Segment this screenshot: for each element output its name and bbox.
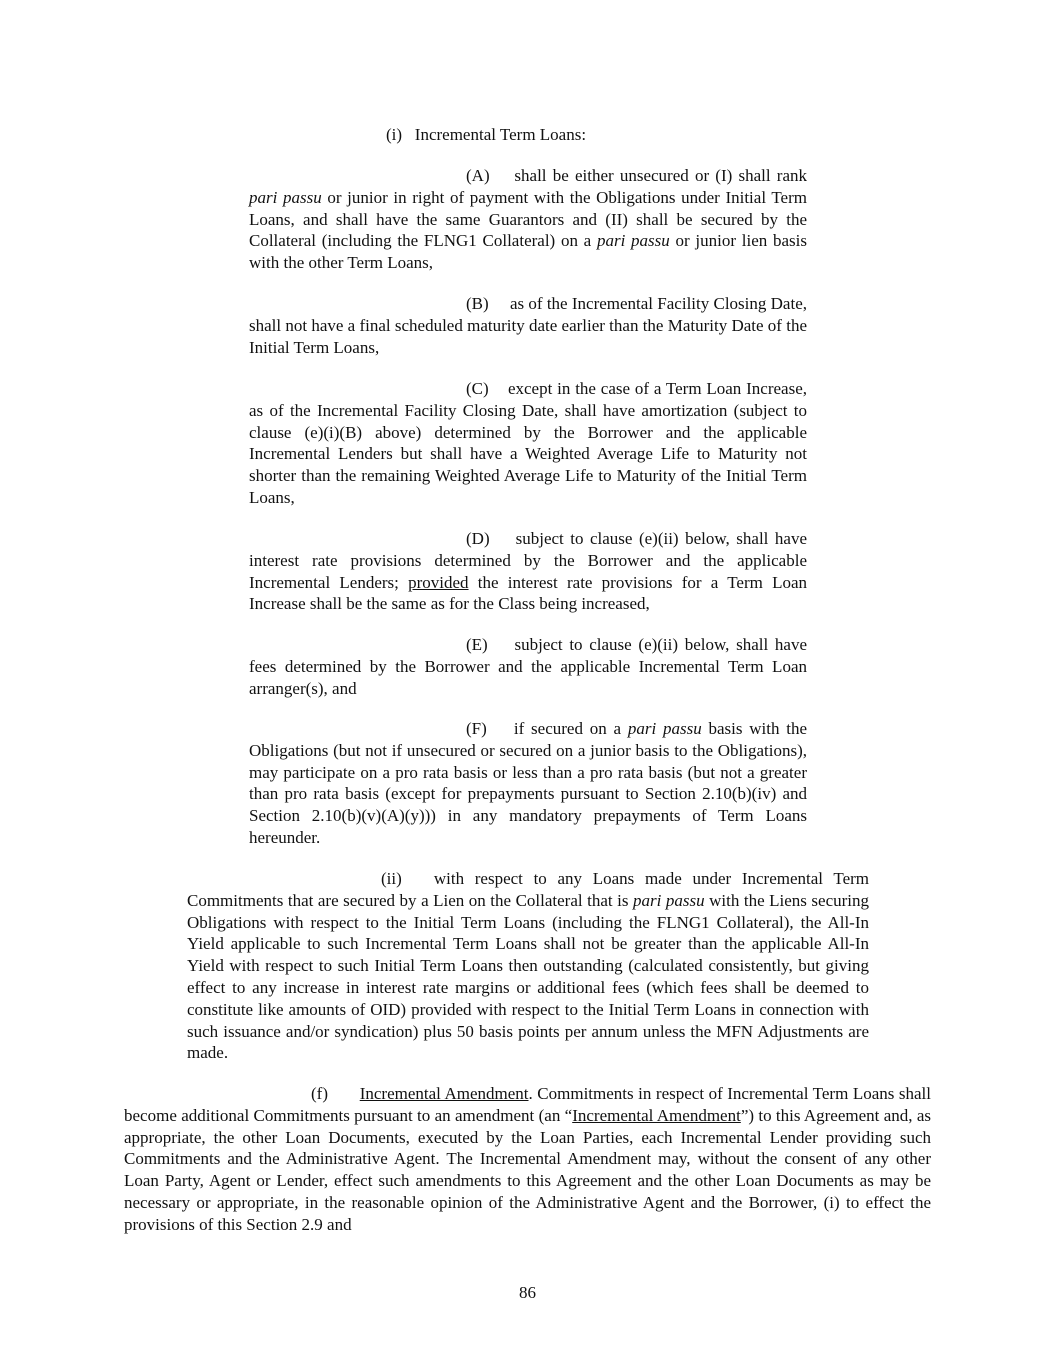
clause-a-paragraph	[249, 165, 807, 274]
clause-f-sub-text-2: basis with the Obligations (but not if unsecured or secured on a junior basis to the Obligations), may participate on a pro rata basis or less than a pro rata basis (but not a greater than pro rata basis (except for prepayments pursuant to Section 2.10(b)(iv) and Section 2.10(b)(v)(A)(y))) in any mandatory prepayments of Term Loans hereunder.	[249, 719, 808, 847]
clause-a-italic-1: pari passu	[249, 187, 322, 207]
clause-b-label: (B)	[466, 294, 489, 313]
clause-a-label: (A)	[466, 166, 490, 185]
clause-ii-paragraph	[187, 868, 869, 1064]
clause-ii-text-2: with the Liens securing Obligations with respect to the Initial Term Loans (including the FLNG1 Collateral), the All-In Yield applicable to such Incremental Term Loans shall not be greater than the applicable All-In Yield with respect to such Initial Term Loans then outstanding (calculated consistently, but giving effect to any increase in interest rate margins or additional fees (which fees shall be deemed to constitute like amounts of OID) provided with respect to the Initial Term Loans in connection with such issuance and/or syndication) plus 50 basis points per annum unless the MFN Adjustments are made.	[187, 890, 870, 1063]
page-number: 86	[519, 1283, 536, 1302]
clause-ii-italic: pari passu	[633, 890, 705, 910]
clause-ii-label: (ii)	[381, 869, 402, 888]
clause-a-italic-2: pari passu	[596, 231, 670, 251]
subsection-heading-i	[386, 124, 586, 146]
section-f-title: Incremental Amendment	[359, 1084, 529, 1103]
clause-b-text: as of the Incremental Facility Closing Date, shall not have a final scheduled maturity date earlier than the Maturity Date of the Initial Term Loans,	[249, 294, 807, 357]
clause-e-label: (E)	[466, 635, 488, 654]
clause-f-sub-text-1: if secured on a	[513, 719, 628, 738]
clause-d-paragraph	[249, 528, 807, 615]
clause-c-text: except in the case of a Term Loan Increase, as of the Incremental Facility Closing Date, shall have amortization (subject to clause (e)(i)(B) above) determined by the Borrower and the applicable Incremental Lenders but shall have a Weighted Average Life to Maturity not shorter than the remaining Weighted Average Life to Maturity of the Initial Term Loans,	[249, 379, 807, 507]
clause-e-text: subject to clause (e)(ii) below, shall have fees determined by the Borrower and the applicable Incremental Term Loan arranger(s), and	[249, 635, 807, 698]
clause-f-sub-italic: pari passu	[627, 719, 702, 738]
clause-a-text-1: shall be either unsecured or (I) shall rank	[514, 166, 808, 185]
clause-c-label: (C)	[466, 379, 489, 398]
clause-a-text-3: or junior lien basis with the other Term Loans,	[249, 231, 807, 273]
clause-c-paragraph	[249, 378, 807, 509]
clause-d-provided: provided	[408, 572, 469, 592]
heading-label: (i)	[386, 125, 403, 144]
clause-e-paragraph	[249, 634, 807, 699]
section-f-defined-term: Incremental Amendment	[572, 1105, 741, 1125]
section-f-text-2: ”) to this Agreement and, as appropriate, the other Loan Documents, executed by the Loan Parties, each Incremental Lender providing such Commitments and the Administrative Agent. The Incremental Amendment may, without the consent of any other Loan Party, Agent or Lender, effect such amendments to this Agreement and the other Loan Documents as may be necessary or appropriate, in the reasonable opinion of the Administrative Agent and the Borrower, (i) to effect the provisions of this Section 2.9 and	[124, 1105, 931, 1234]
section-f-paragraph	[124, 1083, 931, 1236]
clause-ii-text-1: with respect to any Loans made under Incremental Term Commitments that are secured by a Lien on the Collateral that is	[187, 869, 870, 910]
section-f-label: (f)	[311, 1084, 328, 1103]
clause-d-label: (D)	[466, 529, 490, 548]
clause-a-text-2: or junior in right of payment with the Obligations under Initial Term Loans, and shall have the same Guarantors and (II) shall be secured by the Collateral (including the FLNG1 Collateral) on a	[249, 187, 807, 251]
section-f-text-1: . Commitments in respect of Incremental Term Loans shall become additional Commitments pursuant to an amendment (an “	[124, 1084, 932, 1125]
clause-f-sub-paragraph	[249, 718, 807, 849]
clause-d-text-2: the interest rate provisions for a Term Loan Increase shall be the same as for the Class being increased,	[249, 572, 807, 614]
clause-b-paragraph	[249, 293, 807, 358]
clause-d-text-1: subject to clause (e)(ii) below, shall have interest rate provisions determined by the Borrower and the applicable Incremental Lenders;	[249, 529, 807, 592]
clause-f-sub-label: (F)	[466, 719, 487, 738]
heading-text: Incremental Term Loans:	[414, 125, 587, 144]
